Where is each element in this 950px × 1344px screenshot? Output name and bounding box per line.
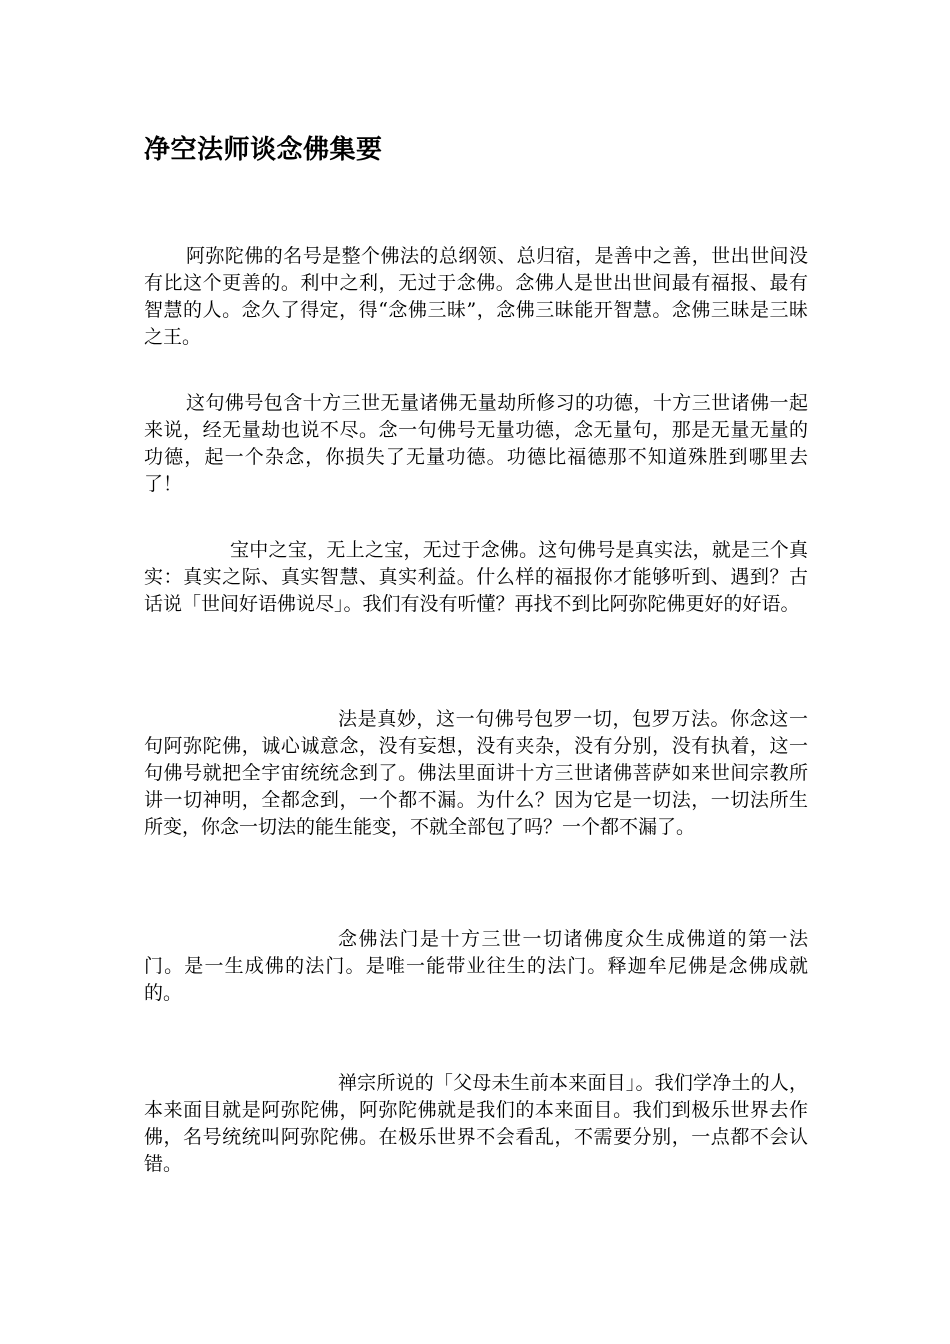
paragraph-6: 禅宗所说的「父母未生前本来面目」。我们学净土的人，本来面目就是阿弥陀佛，阿弥陀佛就是我们的本来面目。我们到极乐世界去作佛，名号统统叫阿弥陀佛。在极乐世界不会看乱，不需要分别，一点都不会认错。 bbox=[144, 1072, 808, 1175]
document-title: 净空法师谈念佛集要 bbox=[144, 135, 383, 165]
paragraph-5: 念佛法门是十方三世一切诸佛度众生成佛道的第一法门。是一生成佛的法门。是唯一能带业往生的法门。释迦牟尼佛是念佛成就的。 bbox=[144, 928, 808, 1004]
paragraph-1: 阿弥陀佛的名号是整个佛法的总纲领、总归宿，是善中之善，世出世间没有比这个更善的。利中之利，无过于念佛。念佛人是世出世间最有福报、最有智慧的人。念久了得定，得“念佛三昧”，念佛三昧能开智慧。念佛三昧是三昧之王。 bbox=[144, 245, 808, 348]
paragraph-2: 这句佛号包含十方三世无量诸佛无量劫所修习的功德，十方三世诸佛一起来说，经无量劫也说不尽。念一句佛号无量功德，念无量句，那是无量无量的功德，起一个杂念，你损失了无量功德。功德比福德那不知道殊胜到哪里去了！ bbox=[144, 392, 808, 495]
paragraph-4: 法是真妙，这一句佛号包罗一切，包罗万法。你念这一句阿弥陀佛，诚心诚意念，没有妄想，没有夹杂，没有分别，没有执着，这一句佛号就把全宇宙统统念到了。佛法里面讲十方三世诸佛菩萨如来世间宗教所讲一切神明，全都念到，一个都不漏。为什么？因为它是一切法，一切法所生所变，你念一切法的能生能变，不就全部包了吗？一个都不漏了。 bbox=[144, 708, 808, 838]
paragraph-3: 宝中之宝，无上之宝，无过于念佛。这句佛号是真实法，就是三个真实：真实之际、真实智慧、真实利益。什么样的福报你才能够听到、遇到？古话说「世间好语佛说尽」。我们有没有听懂？再找不到比阿弥陀佛更好的好语。 bbox=[144, 539, 808, 615]
